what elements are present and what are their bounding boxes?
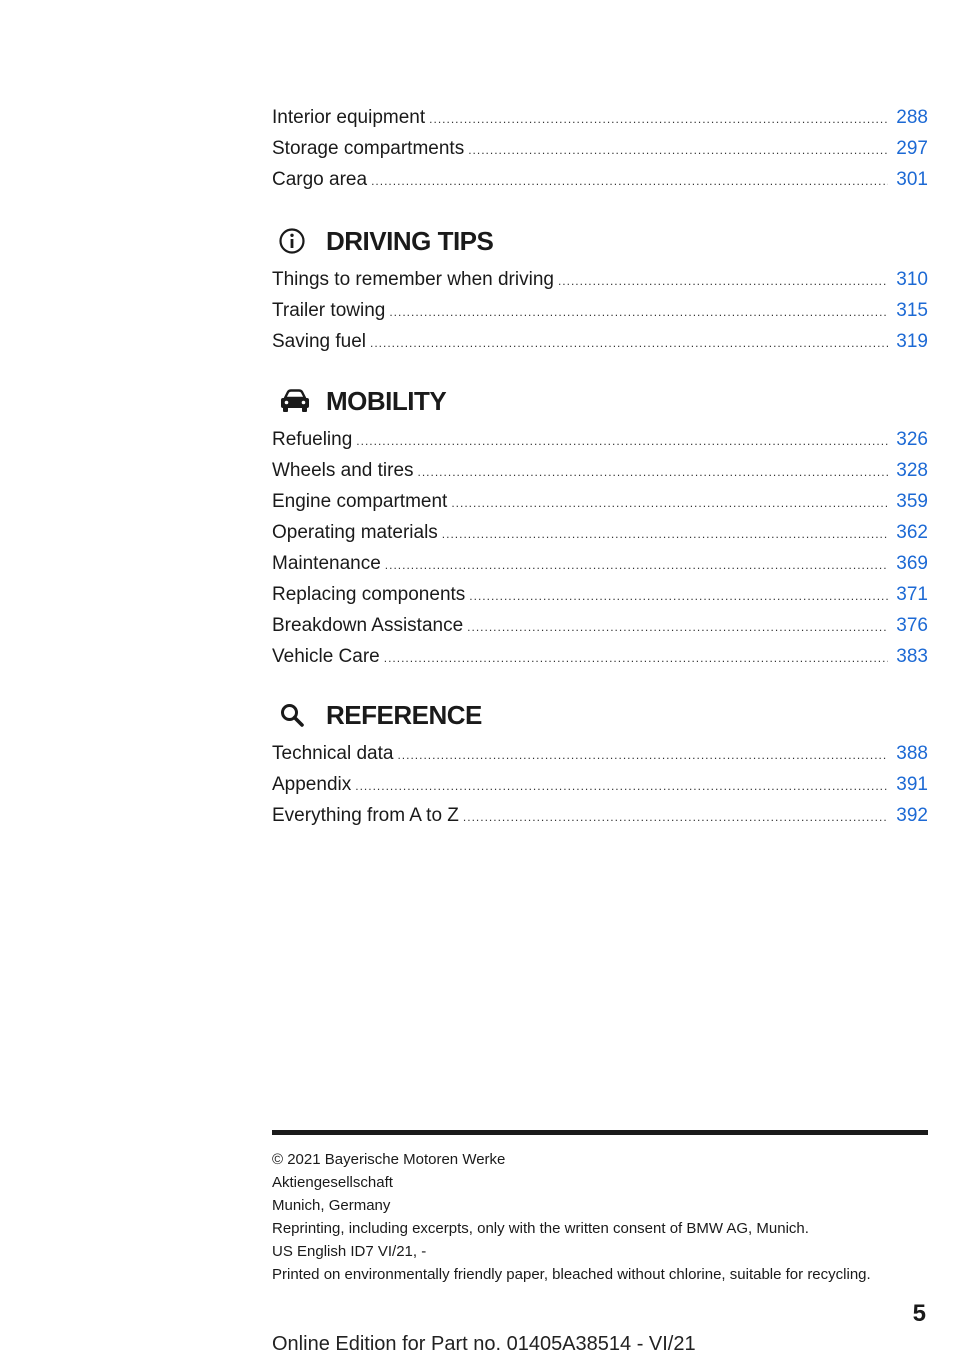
toc-leader-dots bbox=[468, 135, 888, 166]
section-heading bbox=[272, 692, 928, 738]
toc-entry-label: Saving fuel bbox=[272, 331, 367, 352]
toc-entry-label: Wheels and tires bbox=[272, 460, 414, 481]
toc-leader-dots bbox=[558, 266, 888, 297]
toc-page-link[interactable]: 326 bbox=[896, 429, 928, 450]
info-icon bbox=[272, 226, 322, 256]
toc-entry-label: Appendix bbox=[272, 774, 352, 795]
toc-page-link[interactable]: 315 bbox=[896, 300, 928, 321]
toc-entry-label: Things to remember when driving bbox=[272, 269, 554, 290]
toc-entry[interactable] bbox=[272, 133, 928, 164]
toc-leader-dots bbox=[371, 166, 888, 197]
toc-page-link[interactable]: 391 bbox=[896, 774, 928, 795]
toc-page-link[interactable]: 388 bbox=[896, 743, 928, 764]
toc-page-link[interactable]: 297 bbox=[896, 138, 928, 159]
toc-leader-dots bbox=[469, 581, 888, 612]
toc-entry[interactable] bbox=[272, 455, 928, 486]
toc-entry-label: Vehicle Care bbox=[272, 646, 380, 667]
toc-leader-dots bbox=[389, 297, 888, 328]
imprint-line: US English ID7 VI/21, - bbox=[272, 1243, 427, 1260]
toc-page-link[interactable]: 362 bbox=[896, 522, 928, 543]
toc-entry-label: Trailer towing bbox=[272, 300, 386, 321]
toc-entry[interactable] bbox=[272, 264, 928, 295]
toc-entry[interactable] bbox=[272, 548, 928, 579]
toc-page-link[interactable]: 371 bbox=[896, 584, 928, 605]
section-title: REFERENCE bbox=[326, 699, 482, 730]
toc-page-link[interactable]: 392 bbox=[896, 805, 928, 826]
imprint-block bbox=[272, 1148, 871, 1286]
toc-entry[interactable] bbox=[272, 486, 928, 517]
toc-entry[interactable] bbox=[272, 295, 928, 326]
toc-page-link[interactable]: 383 bbox=[896, 646, 928, 667]
toc-entry[interactable] bbox=[272, 641, 928, 672]
toc-page-link[interactable]: 376 bbox=[896, 615, 928, 636]
toc-page-link[interactable]: 359 bbox=[896, 491, 928, 512]
online-edition-footer: Online Edition for Part no. 01405A38514 - VI/21 bbox=[272, 1333, 696, 1355]
toc-leader-dots bbox=[463, 802, 888, 833]
toc-leader-dots bbox=[451, 488, 888, 519]
toc-page-link[interactable]: 369 bbox=[896, 553, 928, 574]
toc-entry-label: Replacing components bbox=[272, 584, 466, 605]
toc-entry[interactable] bbox=[272, 517, 928, 548]
toc-entry-label: Maintenance bbox=[272, 553, 381, 574]
page-number: 5 bbox=[912, 1300, 926, 1327]
toc-page-link[interactable]: 301 bbox=[896, 169, 928, 190]
toc-entry-label: Interior equipment bbox=[272, 107, 426, 128]
imprint-line: Reprinting, including excerpts, only with the written consent of BMW AG, Munich. bbox=[272, 1220, 809, 1237]
section-title: DRIVING TIPS bbox=[326, 225, 494, 256]
toc-entry[interactable] bbox=[272, 424, 928, 455]
toc-entry-label: Operating materials bbox=[272, 522, 438, 543]
search-icon bbox=[272, 700, 322, 730]
toc-entry-label: Everything from A to Z bbox=[272, 805, 459, 826]
toc-page-link[interactable]: 310 bbox=[896, 269, 928, 290]
section-driving-tips bbox=[272, 208, 928, 357]
toc-leader-dots bbox=[418, 457, 889, 488]
imprint-line: © 2021 Bayerische Motoren Werke bbox=[272, 1151, 506, 1168]
toc-entry-label: Storage compartments bbox=[272, 138, 465, 159]
toc-leader-dots bbox=[356, 426, 888, 457]
toc-leader-dots bbox=[370, 328, 888, 359]
imprint-divider bbox=[272, 1130, 928, 1135]
section-title: MOBILITY bbox=[326, 385, 447, 416]
toc-entry-label: Refueling bbox=[272, 429, 353, 450]
imprint-line: Aktiengesellschaft bbox=[272, 1174, 393, 1191]
toc-leader-dots bbox=[385, 550, 889, 581]
toc-page-link[interactable]: 288 bbox=[896, 107, 928, 128]
toc-leader-dots bbox=[384, 643, 889, 674]
toc-top-block bbox=[272, 102, 928, 195]
toc-page-link[interactable]: 328 bbox=[896, 460, 928, 481]
toc-leader-dots bbox=[467, 612, 888, 643]
section-reference bbox=[272, 682, 928, 831]
toc-page-link[interactable]: 319 bbox=[896, 331, 928, 352]
section-mobility bbox=[272, 368, 928, 672]
imprint-line: Printed on environmentally friendly paper, bleached without chlorine, suitable for recycling. bbox=[272, 1266, 871, 1283]
toc-entry[interactable] bbox=[272, 738, 928, 769]
toc-entry-label: Breakdown Assistance bbox=[272, 615, 464, 636]
toc-entry-label: Technical data bbox=[272, 743, 394, 764]
toc-entry[interactable] bbox=[272, 326, 928, 357]
toc-entry[interactable] bbox=[272, 610, 928, 641]
toc-leader-dots bbox=[442, 519, 889, 550]
toc-entry[interactable] bbox=[272, 800, 928, 831]
toc-entry[interactable] bbox=[272, 102, 928, 133]
toc-leader-dots bbox=[429, 104, 888, 135]
toc-leader-dots bbox=[397, 740, 888, 771]
toc-entry-label: Engine compartment bbox=[272, 491, 448, 512]
toc-leader-dots bbox=[355, 771, 888, 802]
section-heading bbox=[272, 218, 928, 264]
section-heading bbox=[272, 378, 928, 424]
toc-entry[interactable] bbox=[272, 164, 928, 195]
imprint-line: Munich, Germany bbox=[272, 1197, 391, 1214]
toc-entry[interactable] bbox=[272, 579, 928, 610]
car-icon bbox=[272, 386, 322, 416]
toc-entry-label: Cargo area bbox=[272, 169, 368, 190]
toc-entry[interactable] bbox=[272, 769, 928, 800]
